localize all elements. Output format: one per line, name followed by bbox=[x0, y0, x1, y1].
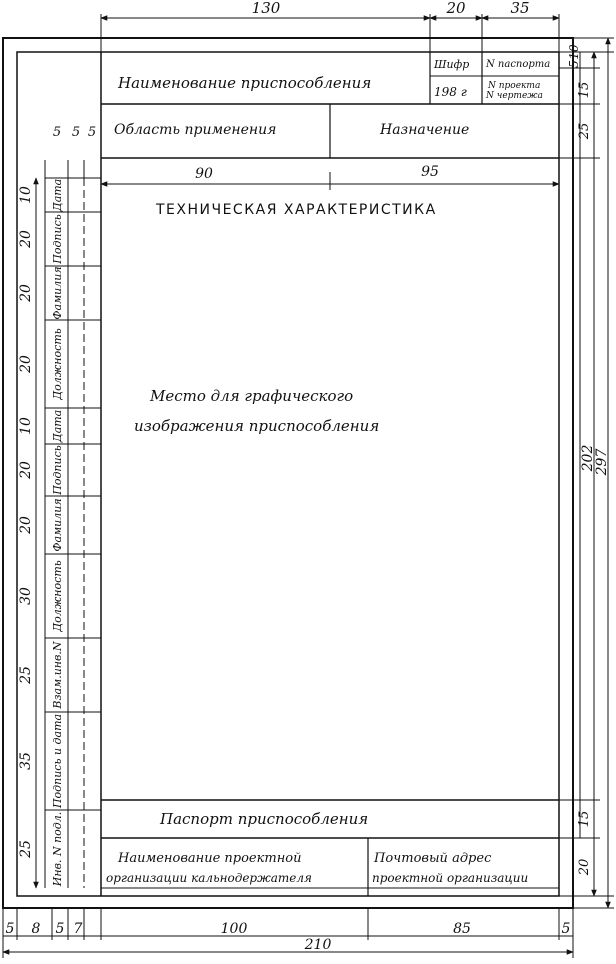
left-row-dim: 20 bbox=[18, 284, 34, 302]
sidebar-label-surname: Фамилия bbox=[51, 266, 64, 320]
left-row-dim: 10 bbox=[18, 186, 34, 204]
sidebar-label-date: Дата bbox=[51, 409, 64, 443]
left-row-dim: 20 bbox=[18, 355, 34, 373]
graphic-place-line2: изображения приспособления bbox=[134, 417, 380, 435]
sidebar-label-position: Должность bbox=[51, 328, 64, 400]
top-dim-35: 35 bbox=[510, 0, 530, 17]
passport-title: Паспорт приспособления bbox=[160, 810, 369, 828]
left-row-dim: 25 bbox=[18, 666, 34, 684]
left-row-dim: 35 bbox=[18, 752, 34, 770]
sidebar-label-date: Дата bbox=[51, 178, 64, 212]
right-dim-15: 15 bbox=[577, 810, 592, 828]
bottom-dimensions bbox=[3, 908, 573, 958]
org-name-line1: Наименование проектной bbox=[118, 851, 302, 866]
bottom-dim-total: 210 bbox=[304, 937, 332, 953]
bottom-dim: 7 bbox=[73, 921, 83, 937]
cipher-label: Шифр bbox=[434, 58, 470, 71]
sidebar-labels bbox=[51, 179, 64, 888]
top-dim-130: 130 bbox=[251, 0, 281, 17]
main-col-dimensions bbox=[101, 172, 559, 190]
right-dim-5: 5 bbox=[567, 60, 581, 68]
top-dim-20: 20 bbox=[446, 0, 466, 17]
purpose-label: Назначение bbox=[380, 122, 470, 138]
org-name-line2: организации кальнодержателя bbox=[106, 871, 312, 885]
tech-characteristics-title: ТЕХНИЧЕСКАЯ ХАРАКТЕРИСТИКА bbox=[156, 202, 437, 218]
graphic-place-line1: Место для графического bbox=[150, 387, 354, 405]
inner-frame bbox=[17, 52, 559, 896]
right-dim-10: 10 bbox=[567, 44, 581, 60]
left-row-dim: 20 bbox=[18, 230, 34, 248]
sidebar-label-original-inv: Инв. N подл. bbox=[51, 811, 64, 887]
left-col-dim: 5 bbox=[87, 125, 97, 140]
bottom-dim: 5 bbox=[5, 921, 15, 937]
left-col-dim: 5 bbox=[71, 125, 81, 140]
sidebar-label-signature: Подпись bbox=[51, 445, 64, 495]
outer-sheet-border bbox=[3, 38, 573, 908]
drawing-no-label: N чертежа bbox=[486, 91, 543, 101]
left-row-dims bbox=[18, 186, 34, 859]
application-area-label: Область применения bbox=[114, 122, 277, 138]
main-col-dim-95: 95 bbox=[421, 164, 439, 180]
sidebar-label-replaced-inv: Взам.инв.N bbox=[51, 641, 64, 709]
left-row-dim: 30 bbox=[18, 587, 34, 605]
bottom-dim: 5 bbox=[561, 921, 571, 937]
left-row-dim: 25 bbox=[18, 840, 34, 858]
sidebar-label-position: Должность bbox=[51, 560, 64, 632]
address-line1: Почтовый адрес bbox=[374, 851, 492, 866]
bottom-dim: 100 bbox=[220, 921, 248, 937]
right-dim-25: 25 bbox=[577, 122, 592, 140]
fixture-name-label: Наименование приспособления bbox=[118, 74, 372, 92]
top-dimensions bbox=[101, 14, 559, 52]
sidebar-label-surname: Фамилия bbox=[51, 498, 64, 552]
left-col-dim: 5 bbox=[52, 125, 62, 140]
left-row-dim: 10 bbox=[18, 417, 34, 435]
bottom-dim: 5 bbox=[55, 921, 65, 937]
sidebar-label-signature: Подпись bbox=[51, 214, 64, 264]
year-label: 198 г bbox=[434, 85, 467, 99]
main-col-dim-90: 90 bbox=[195, 166, 213, 182]
passport-no-label: N паспорта bbox=[486, 59, 551, 70]
left-row-dim: 20 bbox=[18, 461, 34, 479]
right-dim-15: 15 bbox=[577, 81, 592, 99]
right-dim-202: 202 bbox=[580, 444, 596, 472]
right-dim-20: 20 bbox=[577, 858, 592, 876]
bottom-dim: 85 bbox=[453, 921, 471, 937]
right-dim-297: 297 bbox=[594, 448, 610, 476]
address-line2: проектной организации bbox=[372, 871, 529, 885]
bottom-dim-labels bbox=[6, 921, 571, 953]
bottom-dim: 8 bbox=[31, 921, 41, 937]
project-no-label: N проекта bbox=[488, 81, 541, 91]
sidebar-label-signature-date: Подпись и дата bbox=[51, 713, 64, 809]
left-row-dim: 20 bbox=[18, 516, 34, 534]
